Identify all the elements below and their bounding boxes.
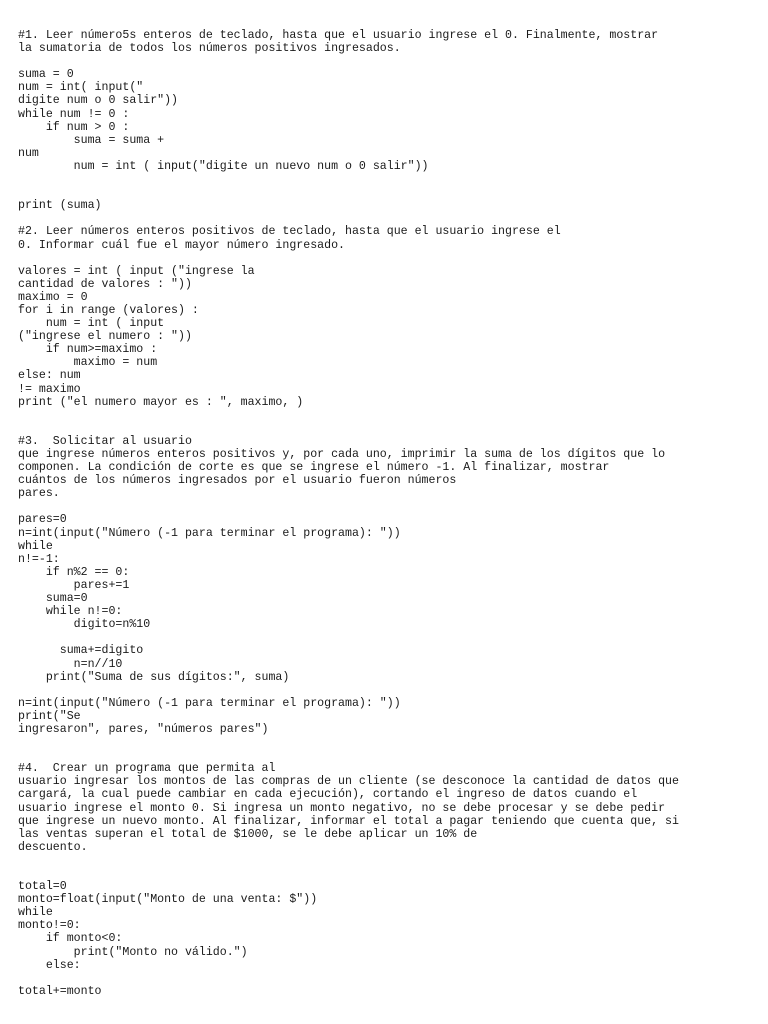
code-line: != maximo	[18, 382, 81, 396]
text-line: cuántos de los números ingresados por el usuario fueron números	[18, 474, 457, 488]
code-line: total=0	[18, 880, 67, 894]
code-line: ("ingrese el numero : "))	[18, 330, 192, 344]
code-line	[18, 684, 763, 697]
code-line: print("Se	[18, 709, 81, 723]
text-line: que ingrese números enteros positivos y, por cada uno, imprimir la suma de los dígitos que lo	[18, 448, 666, 461]
code-line: suma=0	[18, 592, 88, 606]
text-line: las ventas superan el total de $1000, se le debe aplicar un 10% de	[18, 827, 478, 841]
text-line: #3. Solicitar al usuario	[18, 434, 192, 448]
text-line: cargará, la cual puede cambiar en cada ejecución), cortando el ingreso de datos cuando el	[18, 788, 638, 802]
code-line: while num != 0 :	[18, 107, 130, 121]
text-line: que ingrese un nuevo monto. Al finalizar, informar el total a pagar teniendo que cuenta que, si	[18, 814, 679, 828]
code-line: digito=n%10	[18, 618, 151, 632]
text-line	[18, 422, 763, 435]
code-line	[18, 972, 763, 985]
code-line: if num>=maximo :	[18, 343, 158, 357]
code-line: print("Monto no válido.")	[18, 945, 248, 959]
text-line	[18, 749, 763, 762]
code-line	[18, 631, 763, 644]
code-line	[18, 186, 763, 199]
text-line: pares.	[18, 487, 60, 501]
code-line: print (suma)	[18, 199, 102, 213]
code-line: n!=-1:	[18, 552, 60, 566]
code-line: if num > 0 :	[18, 120, 130, 134]
code-line: while	[18, 906, 53, 920]
code-line: maximo = 0	[18, 290, 88, 304]
text-line: #4. Crear un programa que permita al	[18, 762, 276, 776]
text-line: la sumatoria de todos los números positivos ingresados.	[18, 42, 401, 56]
code-line: else:	[18, 958, 81, 972]
code-line: cantidad de valores : "))	[18, 277, 192, 291]
code-line: monto!=0:	[18, 919, 81, 933]
code-line: pares=0	[18, 513, 67, 527]
text-line: #1. Leer número5s enteros de teclado, hasta que el usuario ingrese el 0. Finalmente, mostrar	[18, 29, 659, 42]
text-line	[18, 55, 763, 68]
code-line	[18, 173, 763, 186]
code-line: suma = 0	[18, 68, 74, 82]
code-line: n=n//10	[18, 657, 123, 671]
text-line	[18, 252, 763, 265]
code-line: ingresaron", pares, "números pares")	[18, 722, 269, 736]
text-line: componen. La condición de corte es que se ingrese el número -1. Al finalizar, mostrar	[18, 461, 610, 475]
text-line: descuento.	[18, 840, 88, 854]
text-line	[18, 854, 763, 867]
code-line: suma+=digito	[18, 644, 144, 658]
text-line: #2. Leer números enteros positivos de teclado, hasta que el usuario ingrese el	[18, 225, 561, 239]
code-line: print ("el numero mayor es : ", maximo, )	[18, 395, 304, 409]
code-line: num = int( input("	[18, 81, 144, 95]
code-line: num = int ( input("digite un nuevo num o 0 salir"))	[18, 159, 429, 173]
code-line: total+=monto	[18, 984, 102, 998]
code-line: digite num o 0 salir"))	[18, 94, 179, 108]
text-line: usuario ingrese el monto 0. Si ingresa un monto negativo, no se debe procesar y se debe pedir	[18, 801, 666, 815]
text-line: 0. Informar cuál fue el mayor número ingresado.	[18, 238, 345, 252]
code-line: while	[18, 539, 53, 553]
text-line	[18, 736, 763, 749]
code-line: for i in range (valores) :	[18, 303, 199, 317]
document-body	[18, 29, 763, 998]
code-line: else: num	[18, 369, 81, 383]
code-line: num = int ( input	[18, 317, 165, 331]
text-line: usuario ingresar los montos de las compras de un cliente (se desconoce la cantidad de datos que	[18, 775, 679, 789]
text-line	[18, 212, 763, 225]
code-line: print("Suma de sus dígitos:", suma)	[18, 670, 290, 684]
code-line: num	[18, 146, 39, 160]
text-line	[18, 867, 763, 880]
code-line: n=int(input("Número (-1 para terminar el programa): "))	[18, 526, 401, 540]
code-line: suma = suma +	[18, 133, 165, 147]
code-line: if monto<0:	[18, 932, 123, 946]
code-line: monto=float(input("Monto de una venta: $"))	[18, 893, 318, 907]
text-line	[18, 409, 763, 422]
code-line: valores = int ( input ("ingrese la	[18, 264, 255, 278]
code-line: n=int(input("Número (-1 para terminar el programa): "))	[18, 696, 401, 710]
code-line: while n!=0:	[18, 605, 123, 619]
code-line: if n%2 == 0:	[18, 565, 130, 579]
code-line: pares+=1	[18, 578, 130, 592]
code-line: maximo = num	[18, 356, 158, 370]
text-line	[18, 500, 763, 513]
